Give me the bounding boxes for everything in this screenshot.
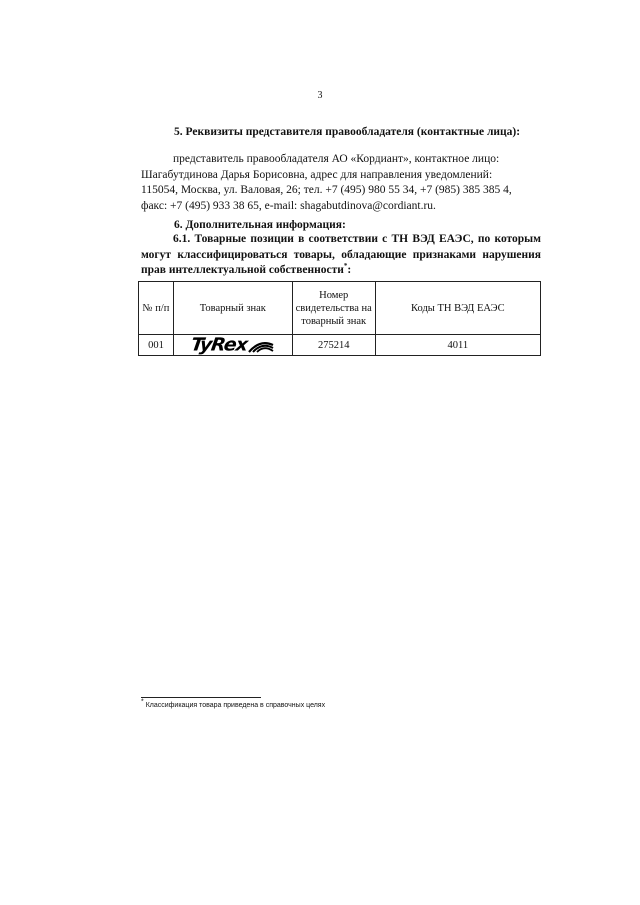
trademark-cell (173, 335, 292, 356)
section-6-1-colon: : (347, 264, 352, 276)
footnote-text: Классификация товара приведена в справочных целях (145, 702, 326, 709)
header-codes: Коды ТН ВЭД ЕАЭС (375, 282, 540, 335)
footnote-divider (141, 697, 261, 698)
goods-table (138, 281, 541, 356)
footnote (141, 698, 326, 709)
page-number: 3 (317, 90, 323, 101)
section-6-1-paragraph (141, 232, 541, 279)
contact-line-2: Шагабутдинова Дарья Борисовна, адрес для направления уведомлений: (141, 168, 493, 181)
section-6-heading: 6. Дополнительная информация: (174, 219, 346, 231)
footnote-marker: * (141, 698, 144, 706)
header-certificate: Номер свидетельства на товарный знак (292, 282, 375, 335)
row-number: 001 (139, 335, 174, 356)
header-number: № п/п (139, 282, 174, 335)
footnote-reference-marker: * (343, 262, 348, 271)
tyrex-swoosh-icon (248, 337, 274, 353)
contact-line-4: факс: +7 (495) 933 38 65, e-mail: shagabutdinova@cordiant.ru. (141, 199, 436, 212)
row-code: 4011 (375, 335, 540, 356)
section-6-1-text: 6.1. Товарные позиции в соответствии с ТН ВЭД ЕАЭС, по которым могут классифицироваться товары, обладающие признаками нарушения прав интеллектуальной собственности (141, 233, 541, 276)
table-header-row (139, 282, 541, 335)
header-trademark: Товарный знак (173, 282, 292, 335)
section-5-heading: 5. Реквизиты представителя правообладателя (контактные лица): (174, 126, 521, 138)
section-5-paragraph (141, 152, 541, 214)
tyrex-logo: TyRex (189, 334, 249, 356)
contact-line-3: 115054, Москва, ул. Валовая, 26; тел. +7 (495) 980 55 34, +7 (985) 385 385 4, (141, 184, 512, 196)
table-row (139, 335, 541, 356)
row-certificate: 275214 (292, 335, 375, 356)
contact-line-1: представитель правообладателя АО «Кордиант», контактное лицо: (173, 153, 500, 165)
